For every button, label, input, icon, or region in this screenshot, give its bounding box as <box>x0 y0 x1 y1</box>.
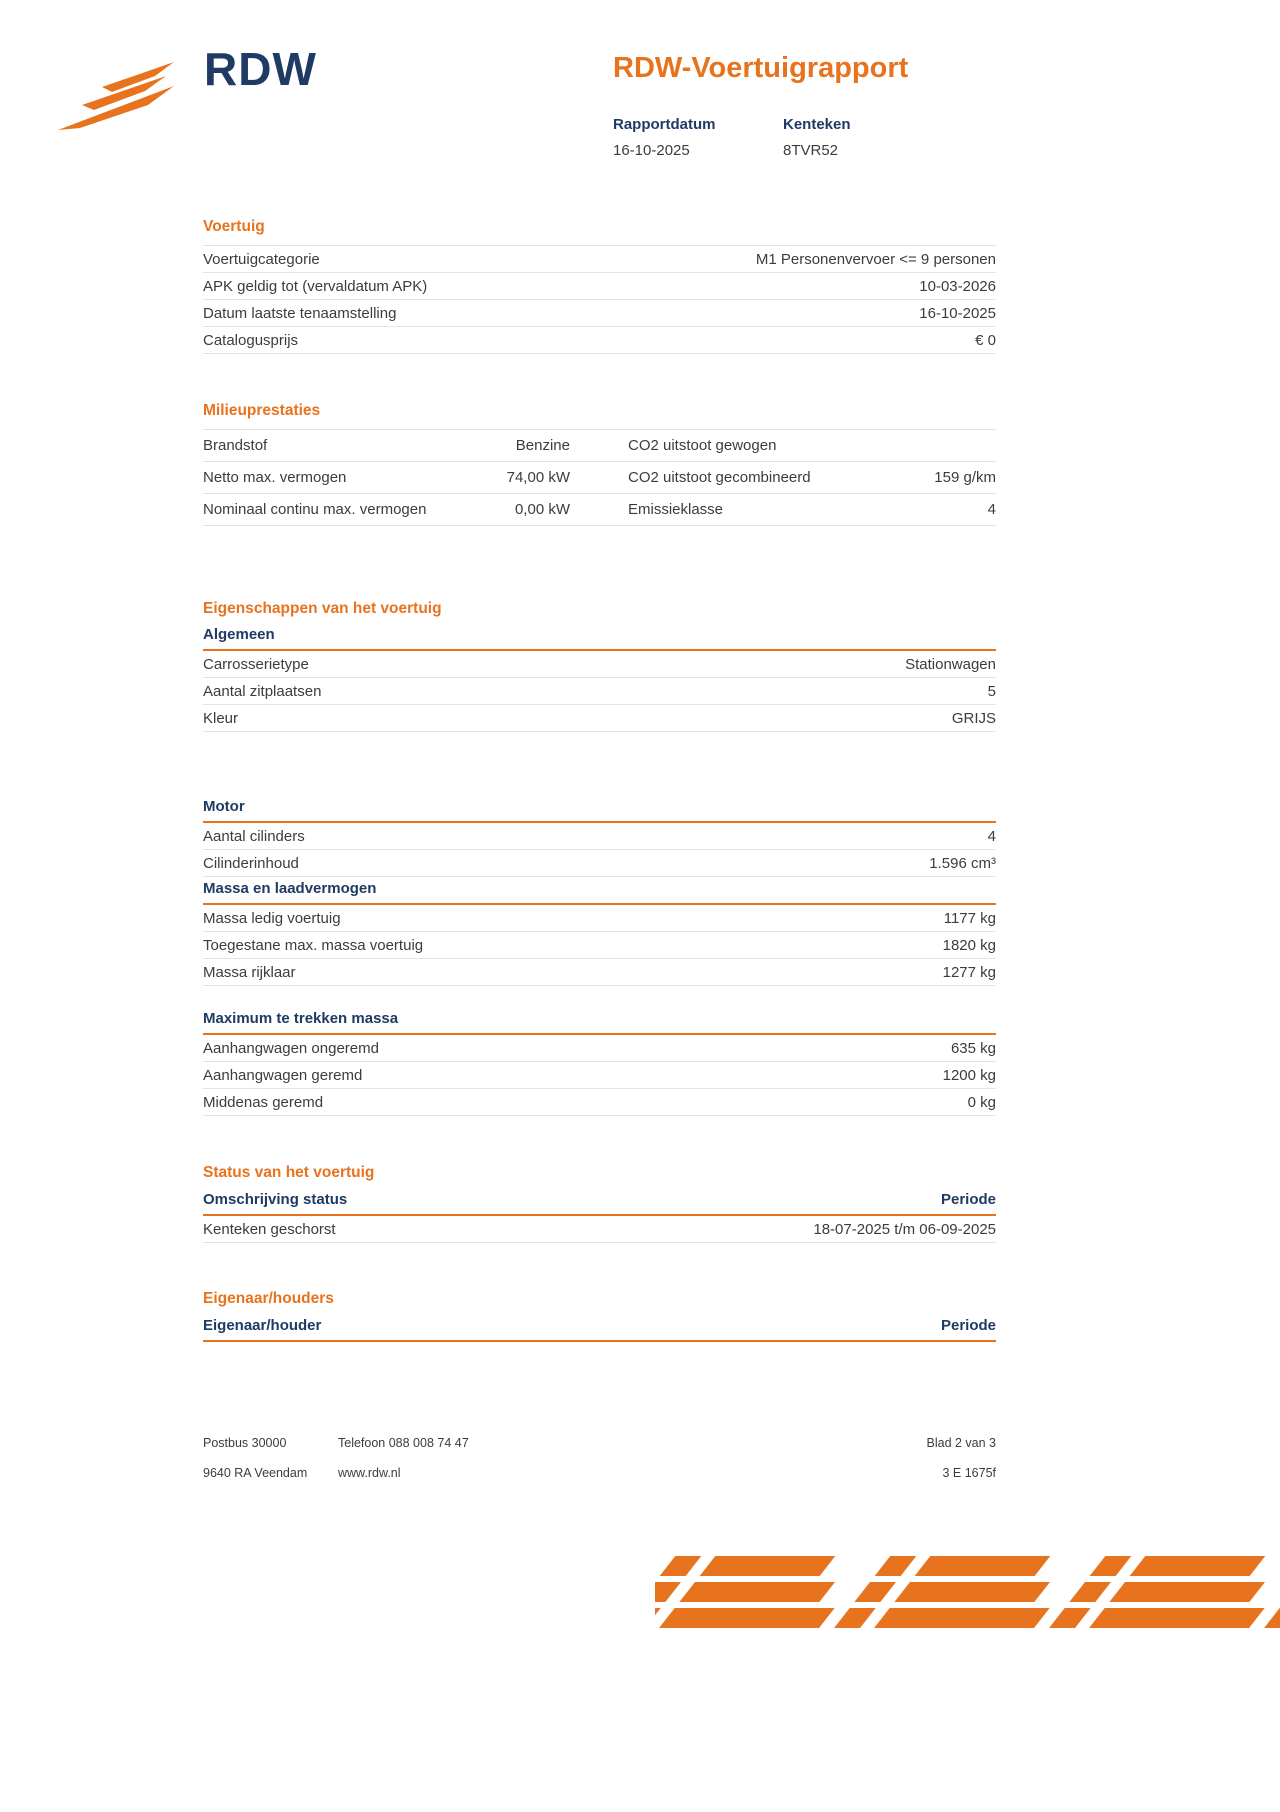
footer-city: 9640 RA Veendam <box>203 1466 308 1480</box>
table-row <box>203 905 996 932</box>
row-label: Kleur <box>203 709 239 727</box>
table-row <box>203 651 996 678</box>
motor-table <box>203 823 996 877</box>
row-label: Massa ledig voertuig <box>203 909 341 927</box>
row-value: 1.596 cm³ <box>929 854 996 872</box>
report-date <box>613 116 783 159</box>
row-label: Kenteken geschorst <box>203 1220 336 1238</box>
section-heading-milieuprestaties: Milieuprestaties <box>203 402 321 419</box>
footer-line-1 <box>203 1436 996 1452</box>
table-cell-left <box>203 437 570 454</box>
row-value: 10-03-2026 <box>919 277 996 295</box>
section-heading-voertuig: Voertuig <box>203 218 265 235</box>
eigenaar-table-header <box>203 1317 996 1342</box>
section-heading-status: Status van het voertuig <box>203 1164 375 1181</box>
footer-page-number: Blad 2 van 3 <box>926 1436 996 1450</box>
footer-line-2 <box>203 1466 996 1482</box>
subsection-title: Algemeen <box>203 626 996 651</box>
row-value: 16-10-2025 <box>919 304 996 322</box>
row-label: CO2 uitstoot gecombineerd <box>628 469 811 486</box>
row-value: € 0 <box>975 331 996 349</box>
row-label: CO2 uitstoot gewogen <box>628 437 777 454</box>
section-eigenschappen-heading <box>203 600 996 627</box>
table-cell-left <box>203 501 570 518</box>
section-eigenaar <box>203 1290 996 1342</box>
kenteken-value: 8TVR52 <box>783 142 839 159</box>
table-row <box>203 327 996 354</box>
row-value: 0,00 kW <box>514 501 570 518</box>
section-heading-eigenaar: Eigenaar/houders <box>203 1290 334 1307</box>
subsection-massa <box>203 880 996 986</box>
column-header-periode: Periode <box>940 1191 996 1208</box>
report-date-label: Rapportdatum <box>613 116 716 133</box>
row-value: 4 <box>987 827 996 845</box>
table-cell-right <box>628 437 996 454</box>
table-row <box>203 430 996 462</box>
subsection-maximum-trekken <box>203 1010 996 1116</box>
algemeen-table <box>203 651 996 732</box>
table-row <box>203 959 996 986</box>
report-date-value: 16-10-2025 <box>613 142 690 159</box>
subsection-title: Massa en laadvermogen <box>203 880 996 905</box>
row-label: Aantal cilinders <box>203 827 305 845</box>
status-table-header <box>203 1191 996 1216</box>
row-value: 1277 kg <box>942 963 996 981</box>
row-label: Aanhangwagen geremd <box>203 1066 363 1084</box>
section-heading-eigenschappen: Eigenschappen van het voertuig <box>203 600 442 617</box>
table-row <box>203 1062 996 1089</box>
table-row <box>203 246 996 273</box>
row-value: 4 <box>987 501 996 518</box>
table-row <box>203 823 996 850</box>
row-label: Nominaal continu max. vermogen <box>203 501 427 518</box>
report-meta <box>613 116 953 159</box>
row-label: Datum laatste tenaamstelling <box>203 304 397 322</box>
column-header-status: Omschrijving status <box>203 1191 348 1208</box>
table-cell-right <box>628 501 996 518</box>
table-row <box>203 462 996 494</box>
row-value: 18-07-2025 t/m 06-09-2025 <box>813 1220 996 1238</box>
row-label: Brandstof <box>203 437 268 454</box>
section-voertuig <box>203 218 996 354</box>
brand-wordmark: RDW <box>204 43 317 95</box>
voertuig-table <box>203 245 996 354</box>
row-label: Emissieklasse <box>628 501 724 518</box>
footer-postbus: Postbus 30000 <box>203 1436 287 1450</box>
column-header-periode: Periode <box>940 1317 996 1334</box>
subsection-title: Maximum te trekken massa <box>203 1010 996 1035</box>
row-label: Toegestane max. massa voertuig <box>203 936 424 954</box>
row-label: APK geldig tot (vervaldatum APK) <box>203 277 428 295</box>
page-title: RDW-Voertuigrapport <box>613 52 909 84</box>
table-row <box>203 678 996 705</box>
table-cell-left <box>203 469 570 486</box>
maximum-table <box>203 1035 996 1116</box>
table-row <box>203 850 996 877</box>
table-row <box>203 273 996 300</box>
row-value: 5 <box>987 682 996 700</box>
row-label: Aanhangwagen ongeremd <box>203 1039 379 1057</box>
row-value: Stationwagen <box>905 655 996 673</box>
row-label: Netto max. vermogen <box>203 469 347 486</box>
table-row <box>203 300 996 327</box>
footer-form-code: 3 E 1675f <box>942 1466 996 1480</box>
status-table <box>203 1216 996 1243</box>
table-row <box>203 1089 996 1116</box>
row-value: 159 g/km <box>934 469 996 486</box>
row-label: Voertuigcategorie <box>203 250 320 268</box>
subsection-title: Motor <box>203 798 996 823</box>
row-value: 0 kg <box>967 1093 996 1111</box>
footer-website: www.rdw.nl <box>338 1466 401 1480</box>
row-value: 1200 kg <box>942 1066 996 1084</box>
row-value: 74,00 kW <box>506 469 570 486</box>
row-label: Catalogusprijs <box>203 331 299 349</box>
table-row <box>203 932 996 959</box>
rdw-stripes-decoration-icon <box>655 1550 1280 1635</box>
row-value: 635 kg <box>950 1039 996 1057</box>
row-label: Middenas geremd <box>203 1093 324 1111</box>
table-row <box>203 705 996 732</box>
row-label: Aantal zitplaatsen <box>203 682 322 700</box>
row-value: 1177 kg <box>943 909 996 927</box>
rdw-logo-icon <box>52 58 182 138</box>
footer-phone: Telefoon 088 008 74 47 <box>338 1436 469 1450</box>
column-header-eigenaar: Eigenaar/houder <box>203 1317 322 1334</box>
kenteken <box>783 116 953 159</box>
section-status <box>203 1164 996 1243</box>
table-row <box>203 494 996 526</box>
row-label: Massa rijklaar <box>203 963 296 981</box>
table-row <box>203 1216 996 1243</box>
subsection-motor <box>203 798 996 877</box>
row-value: Benzine <box>515 437 570 454</box>
massa-table <box>203 905 996 986</box>
row-value: M1 Personenvervoer <= 9 personen <box>755 250 996 268</box>
row-value: GRIJS <box>951 709 996 727</box>
table-cell-right <box>628 469 996 486</box>
subsection-algemeen <box>203 626 996 732</box>
kenteken-label: Kenteken <box>783 116 851 133</box>
table-row <box>203 1035 996 1062</box>
row-label: Carrosserietype <box>203 655 309 673</box>
row-label: Cilinderinhoud <box>203 854 299 872</box>
row-value: 1820 kg <box>942 936 996 954</box>
milieu-table <box>203 429 996 526</box>
section-milieuprestaties <box>203 402 996 526</box>
